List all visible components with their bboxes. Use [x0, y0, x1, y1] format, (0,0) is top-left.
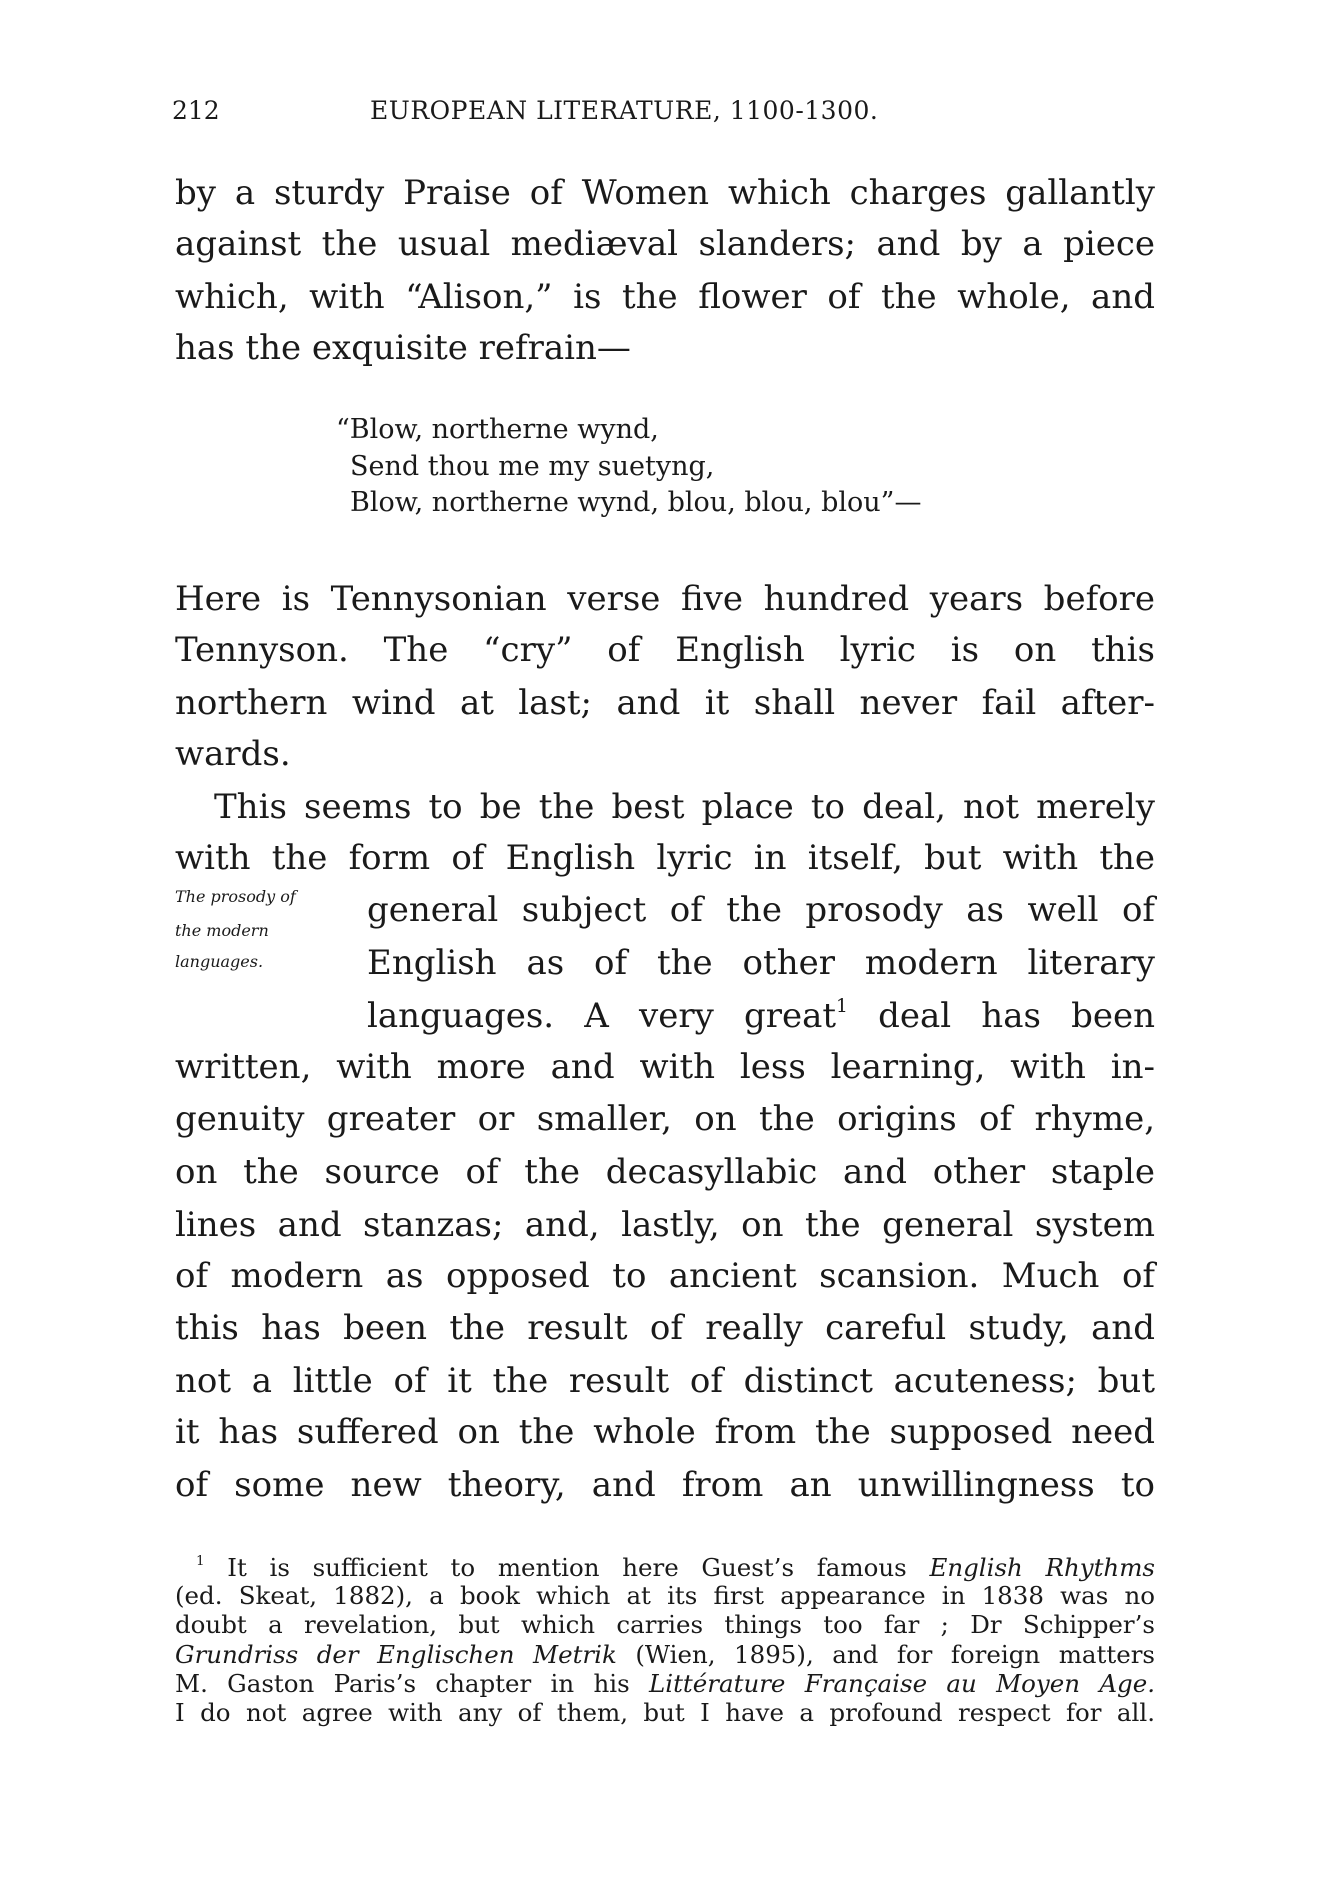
- text-run: general subject of the prosody as well of: [367, 890, 1155, 930]
- paragraph-line: [175, 222, 1155, 266]
- italic-text: Littérature Française au Moyen Age.: [648, 1669, 1156, 1698]
- text-run: lines and stanzas; and, lastly, on the general system: [175, 1205, 1155, 1245]
- paragraph-line: [175, 1150, 1155, 1194]
- paragraph-line: [214, 785, 1155, 829]
- paragraph-line: [175, 1203, 1155, 1247]
- footnote-line: [175, 1610, 1155, 1640]
- text-run: on the source of the decasyllabic and other staple: [175, 1152, 1155, 1192]
- text-run: this has been the result of really careful study, and: [175, 1308, 1155, 1348]
- text-run: with the form of English lyric in itself, but with the: [175, 838, 1155, 878]
- text-run: Tennyson. The “cry” of English lyric is on this: [175, 630, 1155, 670]
- text-run: against the usual mediæval slanders; and by a piece: [175, 224, 1155, 264]
- footnote-marker: 1: [836, 996, 848, 1018]
- paragraph-line: [175, 836, 1155, 880]
- text-run: (Wien, 1895), and for foreign matters: [616, 1640, 1156, 1669]
- text-run: of some new theory, and from an unwillingness to: [175, 1465, 1155, 1505]
- text-run: of modern as opposed to ancient scansion. Much of: [175, 1256, 1155, 1296]
- verse-line: [336, 412, 659, 448]
- text-run: it has suffered on the whole from the supposed need: [175, 1412, 1155, 1452]
- footnote-line: [175, 1669, 1155, 1699]
- footnote-line: [175, 1581, 1155, 1611]
- verse-line: [350, 485, 921, 521]
- text-run: “Blow, northerne wynd,: [336, 414, 659, 445]
- text-run: Blow, northerne wynd, blou, blou, blou”—: [350, 487, 922, 518]
- text-run: by a sturdy Praise of Women which charges gallantly: [175, 173, 1155, 213]
- italic-text: English Rhythms: [929, 1553, 1155, 1582]
- paragraph-line: [367, 888, 1155, 932]
- text-run: It is sufficient to mention here Guest’s famous: [204, 1553, 930, 1582]
- text-run: English as of the other modern literary: [367, 943, 1155, 983]
- running-title: EUROPEAN LITERATURE, 1100-1300.: [370, 96, 879, 125]
- text-run: genuity greater or smaller, on the origins of rhyme,: [175, 1099, 1155, 1139]
- paragraph-line: [175, 628, 1155, 672]
- text-run: not a little of it the result of distinct acuteness; but: [175, 1361, 1155, 1401]
- text-run: doubt a revelation, but which carries things too far ; Dr Schipper’s: [175, 1610, 1155, 1639]
- paragraph-line: [175, 1410, 1155, 1454]
- paragraph-line: [175, 1097, 1155, 1141]
- text-run: deal has been: [847, 996, 1155, 1036]
- text-run: This seems to be the best place to deal, not merely: [214, 787, 1155, 827]
- sidenote-line: the modern: [175, 921, 269, 940]
- sidenote-line: The prosody of: [175, 887, 296, 906]
- text-run: I do not agree with any of them, but I have a profound respect for all.: [175, 1698, 1155, 1727]
- text-run: written, with more and with less learning, with in-: [175, 1047, 1155, 1087]
- paragraph-line: [367, 941, 1155, 985]
- text-run: M. Gaston Paris’s chapter in his: [175, 1669, 649, 1698]
- paragraph-line: [367, 994, 1155, 1038]
- paragraph-line: [175, 1463, 1155, 1507]
- sidenote-line: languages.: [175, 952, 264, 971]
- footnote-line: [175, 1698, 1155, 1728]
- page-number: 212: [172, 96, 220, 125]
- paragraph-line: [175, 1045, 1155, 1089]
- paragraph-line: [175, 681, 1155, 725]
- paragraph-line: [175, 1254, 1155, 1298]
- text-run: Send thou me my suetyng,: [350, 451, 715, 482]
- verse-line: [350, 449, 714, 485]
- footnote-line: [196, 1553, 1155, 1583]
- paragraph-line: [175, 732, 291, 776]
- paragraph-line: [175, 171, 1155, 215]
- text-run: wards.: [175, 734, 291, 774]
- footnote-line: [175, 1640, 1155, 1670]
- paragraph-line: [175, 1359, 1155, 1403]
- text-run: northern wind at last; and it shall never fail after-: [175, 683, 1155, 723]
- paragraph-line: [175, 1306, 1155, 1350]
- paragraph-line: [175, 275, 1155, 319]
- footnote-marker: 1: [196, 1553, 205, 1570]
- text-run: languages. A very great: [367, 996, 837, 1036]
- text-run: (ed. Skeat, 1882), a book which at its first appearance in 1838 was no: [175, 1581, 1155, 1610]
- paragraph-line: [175, 577, 1155, 621]
- paragraph-line: [175, 326, 631, 370]
- text-run: Here is Tennysonian verse five hundred years before: [175, 579, 1155, 619]
- italic-text: Grundriss der Englischen Metrik: [175, 1640, 617, 1669]
- text-run: has the exquisite refrain—: [175, 328, 631, 368]
- text-run: which, with “Alison,” is the flower of the whole, and: [175, 277, 1155, 317]
